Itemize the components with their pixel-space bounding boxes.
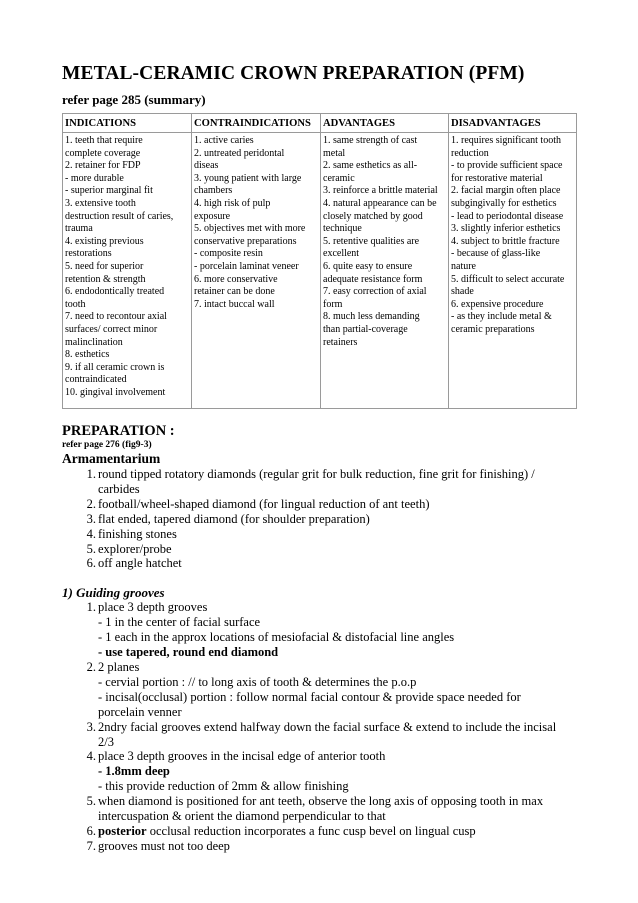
header-disadvantages: DISADVANTAGES (449, 114, 577, 133)
table-cell-line: 3. reinforce a brittle material (323, 185, 438, 197)
table-header-row (63, 114, 577, 133)
table-cell-line: 7. intact buccal wall (194, 298, 275, 310)
disadvantages-cell (449, 133, 577, 409)
table-cell-line: - lead to periodontal disease (451, 210, 564, 222)
list-line: when diamond is positioned for ant teeth, observe the long axis of opposing tooth in max (98, 794, 544, 809)
header-indications: INDICATIONS (63, 114, 192, 133)
list-number: 4. (86, 526, 96, 541)
table-cell-line: for restorative material (451, 172, 543, 184)
list-line: round tipped rotatory diamonds (regular grit for bulk reduction, fine grit for finishing) / (98, 467, 535, 481)
table-cell-line: contraindicated (65, 374, 127, 386)
table-cell-line: metal (323, 147, 346, 159)
table-cell-line: ceramic preparations (451, 323, 535, 335)
list-line: off angle hatchet (98, 556, 182, 571)
list-line: intercuspation & orient the diamond perpendicular to that (98, 809, 386, 824)
table-cell-line: exposure (194, 210, 231, 222)
table-cell-line: 4. existing previous (65, 235, 144, 247)
table-cell-line: diseas (194, 160, 219, 172)
table-cell-line: restorations (65, 248, 112, 260)
table-cell-line: 8. esthetics (65, 349, 110, 361)
table-cell-line: 1. active caries (194, 135, 254, 146)
list-line: - 1.8mm deep (98, 764, 170, 779)
table-cell-line: reduction (451, 147, 489, 159)
list-line: grooves must not too deep (98, 838, 230, 853)
table-cell-line: 7. easy correction of axial (323, 286, 427, 298)
table-cell-line: - more durable (65, 172, 124, 184)
list-number: 4. (86, 749, 96, 764)
table-cell-line: shade (451, 286, 474, 298)
table-cell-line: 10. gingival involvement (65, 386, 166, 398)
list-number: 3. (86, 511, 96, 526)
list-line: flat ended, tapered diamond (for shoulder preparation) (98, 511, 370, 526)
list-number: 7. (86, 838, 96, 853)
table-cell-line: 6. expensive procedure (451, 298, 544, 310)
list-item (62, 660, 576, 720)
table-cell-line: closely matched by good (323, 210, 423, 222)
list-line: explorer/probe (98, 541, 172, 556)
list-line: - this provide reduction of 2mm & allow finishing (98, 779, 349, 794)
table-cell-line: conservative preparations (194, 235, 297, 247)
list-item (62, 600, 576, 660)
table-cell-line: retainers (323, 336, 358, 348)
table-cell-line: chambers (194, 185, 233, 197)
summary-reference: refer page 285 (summary) (62, 92, 206, 107)
table-cell-line: ceramic (323, 172, 355, 184)
table-cell-line: subgingivally for esthetics (451, 197, 557, 209)
armamentarium-list (62, 467, 576, 571)
table-cell-line: excellent (323, 248, 360, 260)
table-cell-line: - as they include metal & (451, 311, 552, 323)
list-line: occlusal reduction incorporates a func cusp bevel on lingual cusp (146, 823, 476, 838)
preparation-heading: PREPARATION : (62, 423, 175, 439)
contraindications-cell (192, 133, 321, 409)
list-item (62, 749, 576, 794)
list-line: - cervial portion : // to long axis of tooth & determines the p.o.p (98, 674, 417, 689)
armamentarium-heading: Armamentarium (62, 451, 161, 466)
table-cell-line: 2. facial margin often place (451, 185, 561, 197)
table-cell-line: 6. quite easy to ensure (323, 260, 413, 272)
guiding-grooves-heading: 1) Guiding grooves (62, 585, 165, 601)
list-line: place 3 depth grooves (98, 600, 208, 615)
list-number: 6. (86, 556, 96, 571)
table-cell-line: complete coverage (65, 147, 141, 159)
table-cell-line: retention & strength (65, 273, 146, 285)
document-page (62, 62, 576, 854)
list-line: 2 planes (98, 659, 140, 674)
table-cell-line: 5. need for superior (65, 260, 144, 272)
table-cell-line: nature (451, 260, 476, 272)
list-line: 2/3 (98, 734, 114, 749)
table-cell-line: destruction result of caries, (65, 210, 174, 222)
list-number: 5. (86, 794, 96, 809)
table-cell-line: 6. more conservative (194, 273, 278, 285)
table-cell-line: 4. natural appearance can be (323, 197, 437, 209)
list-item (62, 512, 576, 527)
list-line: finishing stones (98, 526, 177, 541)
list-item (62, 497, 576, 512)
table-cell-line: 3. slightly inferior esthetics (451, 223, 561, 235)
list-line: - 1 in the center of facial surface (98, 615, 261, 630)
list-line: football/wheel-shaped diamond (for lingual reduction of ant teeth) (98, 496, 430, 511)
list-number: 1. (86, 600, 96, 615)
table-cell-line: 4. subject to brittle fracture (451, 235, 560, 247)
list-line: - use tapered, round end diamond (98, 645, 279, 660)
table-cell-line: 1. requires significant tooth (451, 135, 561, 146)
list-item (62, 542, 576, 557)
table-cell-line: 3. young patient with large (194, 172, 302, 184)
table-cell-line: 1. teeth that require (65, 135, 143, 146)
table-cell-line: - porcelain laminat veneer (194, 260, 299, 272)
table-cell-line: - superior marginal fit (65, 185, 153, 197)
list-number: 5. (86, 541, 96, 556)
table-cell-line: retainer can be done (194, 286, 275, 298)
list-number: 2. (86, 659, 96, 674)
list-line: - 1 each in the approx locations of mesiofacial & distofacial line angles (98, 630, 455, 645)
table-cell-line: 7. need to recontour axial (65, 311, 167, 323)
table-cell-line: 9. if all ceramic crown is (65, 361, 165, 373)
list-number: 6. (86, 823, 96, 838)
list-line: - incisal(occlusal) portion : follow normal facial contour & provide space needed for (98, 689, 521, 704)
table-cell-line: 2. same esthetics as all- (323, 160, 418, 172)
advantages-cell (321, 133, 449, 409)
list-line: place 3 depth grooves in the incisal edge of anterior tooth (98, 749, 386, 764)
table-cell-line: adequate resistance form (323, 273, 423, 285)
table-cell-line: than partial-coverage (323, 323, 408, 335)
table-cell-line: form (323, 298, 343, 310)
table-cell-line: 5. objectives met with more (194, 223, 306, 235)
table-row (63, 133, 577, 409)
table-cell-line: 5. retentive qualities are (323, 235, 420, 247)
list-item (62, 839, 576, 854)
table-cell-line: 1. same strength of cast (323, 135, 418, 146)
table-cell-line: 6. endodontically treated (65, 286, 165, 298)
list-item (62, 720, 576, 750)
list-item (62, 824, 576, 839)
table-cell-line: 4. high risk of pulp (194, 197, 271, 209)
comparison-table (62, 113, 577, 409)
table-cell-line: - to provide sufficient space (451, 160, 563, 172)
table-cell-line: malinclination (65, 336, 123, 348)
table-cell-line: surfaces/ correct minor (65, 323, 158, 335)
list-line: 2ndry facial grooves extend halfway down the facial surface & extend to include the incisal (98, 719, 557, 734)
list-line: posterior (98, 823, 147, 838)
list-line: porcelain venner (98, 704, 182, 719)
table-cell-line: 8. much less demanding (323, 311, 420, 323)
indications-cell (63, 133, 192, 409)
table-cell-line: tooth (65, 298, 86, 310)
table-cell-line: technique (323, 223, 362, 235)
list-number: 2. (86, 496, 96, 511)
header-advantages: ADVANTAGES (321, 114, 449, 133)
list-number: 1. (86, 467, 96, 481)
list-item (62, 527, 576, 542)
table-cell-line: - composite resin (194, 248, 263, 260)
table-cell-line: 3. extensive tooth (65, 197, 136, 209)
list-item (62, 556, 576, 571)
list-item (62, 794, 576, 824)
header-contraindications: CONTRAINDICATIONS (192, 114, 321, 133)
table-cell-line: trauma (65, 223, 93, 235)
table-cell-line: - because of glass-like (451, 248, 541, 260)
table-cell-line: 2. retainer for FDP (65, 160, 141, 172)
preparation-reference: refer page 276 (fig9-3) (62, 440, 152, 450)
table-cell-line: 5. difficult to select accurate (451, 273, 565, 285)
guiding-grooves-list (62, 600, 576, 853)
list-item (62, 467, 576, 497)
table-cell-line: 2. untreated peridontal (194, 147, 285, 159)
list-line: carbides (98, 481, 140, 496)
list-number: 3. (86, 719, 96, 734)
document-title: METAL-CERAMIC CROWN PREPARATION (PFM) (62, 63, 525, 84)
